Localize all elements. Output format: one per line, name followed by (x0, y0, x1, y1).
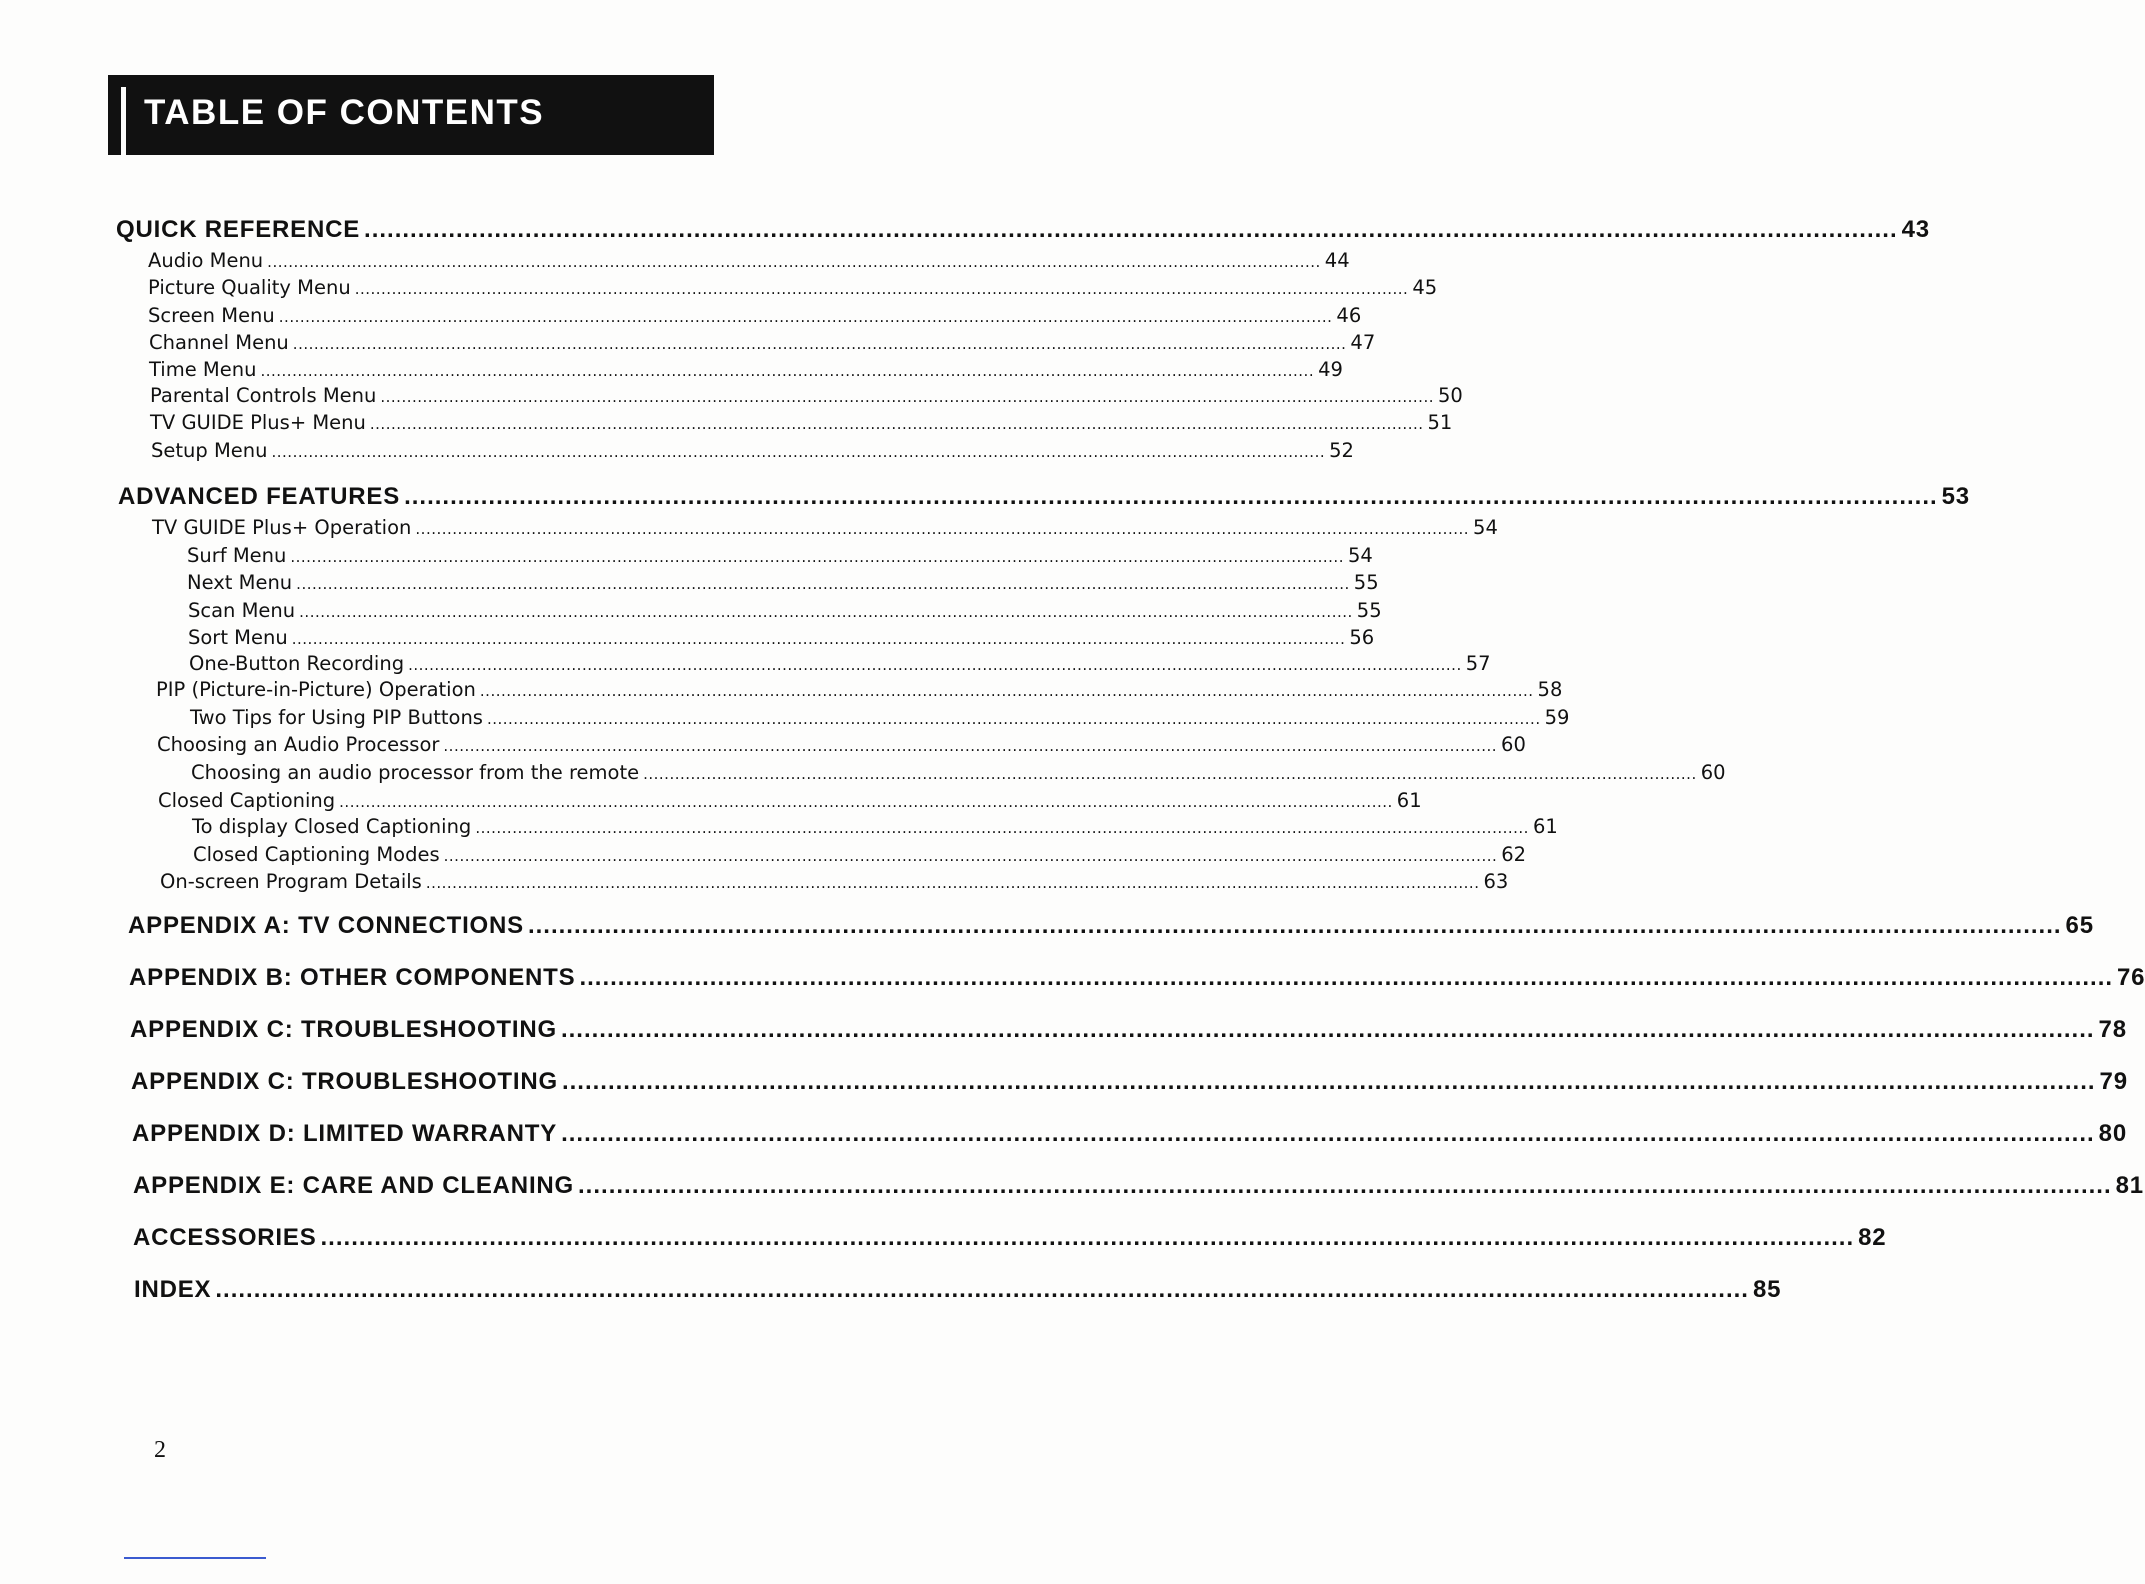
toc-label: QUICK REFERENCE (116, 216, 361, 243)
dot-leader: ........................................................................................................................................................................................................ (443, 737, 1498, 755)
toc-label: APPENDIX A: TV CONNECTIONS (128, 912, 524, 939)
toc-label: Audio Menu (148, 249, 264, 272)
dot-leader: ........................................................................................................................................................................................................ (560, 1016, 2095, 1043)
toc-page: 45 (1412, 276, 1438, 299)
toc-page: 82 (1858, 1224, 1887, 1251)
toc-label: One-Button Recording (189, 652, 405, 675)
toc-entry (190, 706, 1570, 729)
toc-label: APPENDIX B: OTHER COMPONENTS (129, 964, 576, 991)
dot-leader: ........................................................................................................................................................................................................ (339, 793, 1393, 811)
toc-page: 55 (1356, 599, 1382, 622)
dot-leader: ........................................................................................................................................................................................................ (425, 874, 1480, 892)
toc-entry (188, 626, 1375, 649)
toc-entry (189, 652, 1491, 675)
dot-leader: ........................................................................................................................................................................................................ (215, 1276, 1749, 1303)
dot-leader: ........................................................................................................................................................................................................ (320, 1224, 1855, 1251)
toc-section (129, 964, 2145, 992)
dot-leader: ........................................................................................................................................................................................................ (380, 388, 1434, 406)
toc-entry (191, 761, 1726, 784)
toc-page: 52 (1329, 439, 1354, 462)
toc-entry (149, 358, 1343, 381)
toc-section (133, 1172, 2144, 1200)
dot-leader: ........................................................................................................................................................................................................ (475, 819, 1529, 837)
dot-leader: ........................................................................................................................................................................................................ (364, 216, 1898, 243)
toc-page: 46 (1336, 304, 1362, 327)
toc-entry (156, 678, 1563, 701)
toc-page: 57 (1465, 652, 1491, 675)
toc-page: 85 (1752, 1276, 1782, 1303)
toc-section (130, 1016, 2127, 1044)
dot-leader: ........................................................................................................................................................................................................ (561, 1120, 2095, 1147)
toc-entry (149, 331, 1376, 354)
toc-label: Scan Menu (188, 599, 296, 622)
dot-leader: ........................................................................................................................................................................................................ (260, 362, 1315, 380)
toc-entry (152, 516, 1498, 539)
toc-entry (158, 789, 1422, 812)
toc-page: 56 (1349, 626, 1375, 649)
toc-page: 81 (2115, 1172, 2144, 1199)
toc-section (116, 216, 1930, 244)
toc-label: To display Closed Captioning (192, 815, 472, 838)
dot-leader: ........................................................................................................................................................................................................ (296, 575, 1350, 593)
toc-label: APPENDIX D: LIMITED WARRANTY (132, 1120, 558, 1147)
toc-page: 54 (1347, 544, 1373, 567)
toc-label: TV GUIDE Plus+ Operation (152, 516, 412, 539)
toc-label: PIP (Picture-in-Picture) Operation (156, 678, 476, 701)
toc-entry (150, 384, 1463, 407)
toc-page: 78 (2098, 1016, 2127, 1043)
toc-section (133, 1224, 1887, 1252)
dot-leader: ........................................................................................................................................................................................................ (404, 483, 1938, 510)
toc-page: 47 (1350, 331, 1376, 354)
toc-page: 51 (1427, 411, 1453, 434)
toc-page: 62 (1501, 843, 1527, 866)
toc-entry (148, 304, 1362, 327)
toc-label: Next Menu (187, 571, 293, 594)
toc-section (131, 1068, 2128, 1096)
dot-leader: ........................................................................................................................................................................................................ (299, 603, 1353, 621)
toc-label: Parental Controls Menu (150, 384, 377, 407)
toc-label: Screen Menu (148, 304, 275, 327)
toc-entry (187, 544, 1373, 567)
toc-page: 60 (1501, 733, 1526, 756)
toc-page: 60 (1700, 761, 1726, 784)
dot-leader: ........................................................................................................................................................................................................ (578, 1172, 2112, 1199)
dot-leader: ........................................................................................................................................................................................................ (271, 443, 1326, 461)
toc-page: 59 (1544, 706, 1570, 729)
toc-entry (148, 276, 1438, 299)
toc-entry (187, 571, 1379, 594)
toc-page: 53 (1941, 483, 1970, 510)
toc-label: APPENDIX E: CARE AND CLEANING (133, 1172, 575, 1199)
toc-label: ACCESSORIES (133, 1224, 317, 1251)
dot-leader: ........................................................................................................................................................................................................ (292, 335, 1347, 353)
toc-entry (160, 870, 1509, 893)
dot-leader: ........................................................................................................................................................................................................ (408, 656, 1462, 674)
dot-leader: ........................................................................................................................................................................................................ (486, 710, 1541, 728)
toc-label: Picture Quality Menu (148, 276, 351, 299)
page-number: 2 (154, 1437, 166, 1463)
footer-rule (124, 1557, 266, 1559)
toc-label: Closed Captioning (158, 789, 336, 812)
page-title: TABLE OF CONTENTS (144, 93, 545, 132)
toc-label: Sort Menu (188, 626, 288, 649)
toc-page: 76 (2117, 964, 2145, 991)
toc-page: 65 (2065, 912, 2094, 939)
toc-entry (148, 249, 1350, 272)
toc-label: APPENDIX C: TROUBLESHOOTING (130, 1016, 557, 1043)
toc-page: 49 (1318, 358, 1343, 381)
toc-section (132, 1120, 2127, 1148)
toc-page: 61 (1396, 789, 1422, 812)
toc-label: APPENDIX C: TROUBLESHOOTING (131, 1068, 558, 1095)
toc-entry (188, 599, 1382, 622)
dot-leader: ........................................................................................................................................................................................................ (354, 280, 1409, 298)
toc-section (118, 483, 1970, 511)
toc-label: Channel Menu (149, 331, 289, 354)
dot-leader: ........................................................................................................................................................................................................ (267, 253, 1321, 271)
toc-page: 50 (1438, 384, 1463, 407)
toc-page: 55 (1353, 571, 1379, 594)
toc-label: ADVANCED FEATURES (118, 483, 401, 510)
toc-label: Choosing an Audio Processor (157, 733, 440, 756)
toc-entry (150, 411, 1453, 434)
dot-leader: ........................................................................................................................................................................................................ (415, 520, 1470, 538)
toc-label: On-screen Program Details (160, 870, 422, 893)
dot-leader: ........................................................................................................................................................................................................ (291, 630, 1346, 648)
toc-page: 44 (1324, 249, 1350, 272)
toc-page: 63 (1483, 870, 1509, 893)
dot-leader: ........................................................................................................................................................................................................ (561, 1068, 2096, 1095)
toc-entry (192, 815, 1558, 838)
toc-label: Two Tips for Using PIP Buttons (190, 706, 483, 729)
dot-leader: ........................................................................................................................................................................................................ (278, 308, 1333, 326)
dot-leader: ........................................................................................................................................................................................................ (579, 964, 2114, 991)
toc-page: 43 (1901, 216, 1930, 243)
dot-leader: ........................................................................................................................................................................................................ (479, 682, 1534, 700)
dot-leader: ........................................................................................................................................................................................................ (369, 415, 1424, 433)
toc-section (128, 912, 2094, 940)
toc-page: 54 (1473, 516, 1498, 539)
toc-label: Closed Captioning Modes (193, 843, 440, 866)
toc-label: Time Menu (149, 358, 257, 381)
dot-leader: ........................................................................................................................................................................................................ (643, 765, 1697, 783)
toc-label: Setup Menu (151, 439, 268, 462)
toc-entry (157, 733, 1526, 756)
toc-entry (151, 439, 1354, 462)
toc-page: 58 (1537, 678, 1563, 701)
dot-leader: ........................................................................................................................................................................................................ (443, 847, 1498, 865)
toc-label: INDEX (134, 1276, 212, 1303)
dot-leader: ........................................................................................................................................................................................................ (290, 548, 1344, 566)
toc-label: Surf Menu (187, 544, 287, 567)
toc-page: 80 (2098, 1120, 2127, 1147)
toc-entry (193, 843, 1527, 866)
toc-page: 61 (1532, 815, 1558, 838)
toc-label: Choosing an audio processor from the remote (191, 761, 640, 784)
toc-section (134, 1276, 1782, 1304)
toc-label: TV GUIDE Plus+ Menu (150, 411, 366, 434)
toc-page: 79 (2099, 1068, 2128, 1095)
dot-leader: ........................................................................................................................................................................................................ (527, 912, 2062, 939)
